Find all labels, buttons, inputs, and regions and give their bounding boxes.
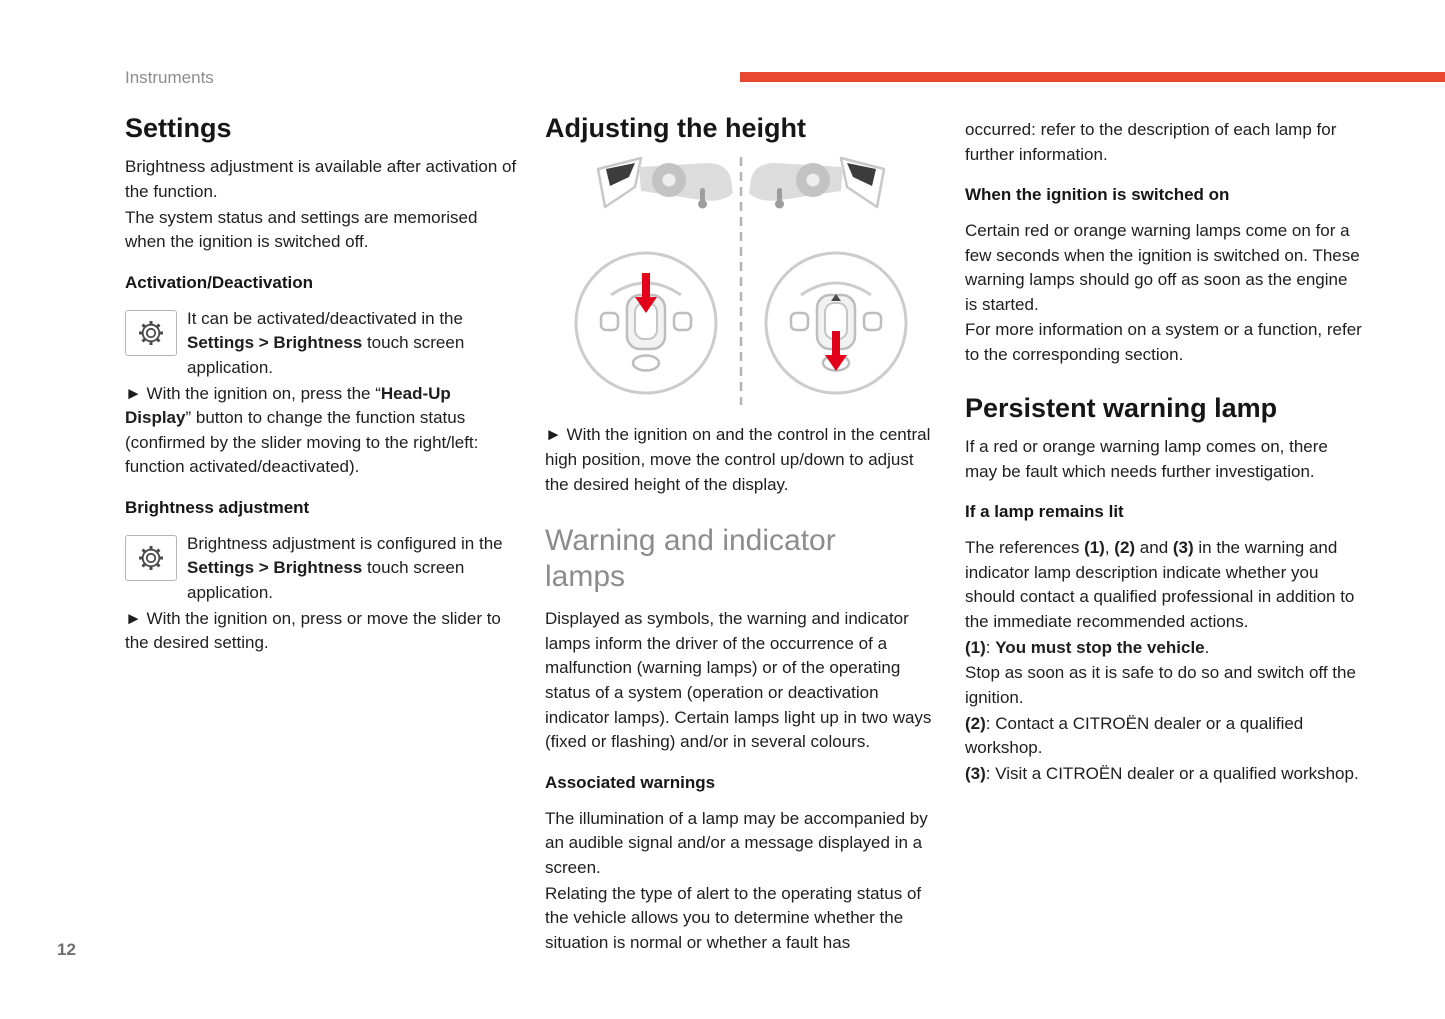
associated-p1: The illumination of a lamp may be accompanied by an audible signal and/or a message displayed in a screen. xyxy=(545,808,928,877)
settings-intro-2: The system status and settings are memorised when the ignition is switched off. xyxy=(125,207,478,252)
ref2-action xyxy=(965,712,1363,761)
ignition-on-title: When the ignition is switched on xyxy=(965,185,1230,205)
ref1-bold-action: You must stop the vehicle xyxy=(995,637,1205,657)
ref-1: (1) xyxy=(1084,538,1105,558)
persistent-intro: If a red or orange warning lamp comes on, there may be fault which needs further investigation. xyxy=(965,437,1328,481)
ref1-action xyxy=(965,636,1363,661)
brightness-title: Brightness adjustment xyxy=(125,498,310,518)
brightness-text-bold: Settings > Brightness xyxy=(187,558,363,578)
ignition-p2: For more information on a system or a function, refer to the corresponding section. xyxy=(965,320,1362,365)
settings-title: Settings xyxy=(125,113,232,143)
refs-c: , xyxy=(1104,538,1115,558)
activation-step-a: ► With the ignition on, press the “ xyxy=(125,383,381,403)
ref-2: (2) xyxy=(1114,538,1136,558)
activation-text-a: It can be activated/deactivated in the xyxy=(187,308,463,328)
references-paragraph xyxy=(965,536,1363,635)
column-middle xyxy=(545,112,937,956)
brightness-step: ► With the ignition on, press or move the slider to the desired setting. xyxy=(125,608,501,653)
height-step: ► With the ignition on and the control in the central high position, move the control up/down to adjust the desired height of the display. xyxy=(545,425,931,494)
warning-intro: Displayed as symbols, the warning and indicator lamps inform the driver of the occurrence of a malfunction (warning lamps) or of the operating status of a system (operation or deactivation indicator lamps). Certain lamps light up in two ways (fixed or flashing) and/or in several colours. xyxy=(545,609,932,752)
column-right xyxy=(965,112,1363,787)
right-control-diagram xyxy=(766,253,906,393)
activation-step-bold: Head-Up Display xyxy=(125,383,451,428)
activation-step xyxy=(125,382,517,481)
refs-g: in the warning and indicator lamp description indicate whether you should contact a qualified professional in addition to the immediate recommended actions. xyxy=(965,538,1355,631)
lamp-remains-lit-title: If a lamp remains lit xyxy=(965,502,1124,522)
activation-text-c: touch screen application. xyxy=(187,333,465,377)
right-hand-drive-scene xyxy=(749,158,884,209)
refs-e: and xyxy=(1135,538,1173,558)
refs-a: The references xyxy=(965,538,1085,558)
ref2-text: : Contact a CITROËN dealer or a qualified workshop. xyxy=(965,713,1304,758)
height-adjust-illustration xyxy=(545,155,937,407)
activation-title: Activation/Deactivation xyxy=(125,272,313,292)
ignition-p1: Certain red or orange warning lamps come on for a few seconds when the ignition is switched on. These warning lamps should go off as soon as the engine is started. xyxy=(965,220,1360,314)
settings-gear-icon xyxy=(125,310,177,356)
associated-warnings-title: Associated warnings xyxy=(545,772,716,792)
accent-bar xyxy=(740,72,1445,82)
left-control-diagram xyxy=(576,253,716,393)
brightness-text-c: touch screen application. xyxy=(187,558,465,602)
ref3-text: : Visit a CITROËN dealer or a qualified workshop. xyxy=(985,763,1359,783)
persistent-warning-title: Persistent warning lamp xyxy=(965,392,1278,423)
ref2-number: (2) xyxy=(965,713,986,733)
left-hand-drive-scene xyxy=(598,158,733,209)
brightness-howto xyxy=(125,532,517,606)
adjusting-height-title: Adjusting the height xyxy=(545,113,806,143)
chapter-label: Instruments xyxy=(125,68,214,87)
activation-text-bold: Settings > Brightness xyxy=(187,333,363,353)
ref3-action xyxy=(965,762,1363,787)
associated-p2: Relating the type of alert to the operating status of the vehicle allows you to determine whether the situation is normal or whether a fault has xyxy=(545,883,922,952)
ref1-detail: Stop as soon as it is safe to do so and switch off the ignition. xyxy=(965,663,1356,707)
column-left xyxy=(125,112,517,657)
settings-gear-icon xyxy=(125,535,177,581)
ref1-number: (1) xyxy=(965,637,986,657)
activation-howto xyxy=(125,307,517,381)
associated-p2-continued: occurred: refer to the description of each lamp for further information. xyxy=(965,120,1337,164)
ref-3: (3) xyxy=(1172,538,1194,558)
activation-step-c: ” button to change the function status (confirmed by the slider moving to the right/left: function activated/deactivated). xyxy=(125,408,479,477)
page-number: 12 xyxy=(57,940,76,959)
settings-intro-1: Brightness adjustment is available after activation of the function. xyxy=(125,157,517,202)
brightness-text-a: Brightness adjustment is configured in the xyxy=(187,533,503,553)
ref3-number: (3) xyxy=(965,763,986,783)
warning-lamps-title: Warning and indicator lamps xyxy=(545,524,836,593)
ref1-period: . xyxy=(1204,637,1210,657)
ref1-colon: : xyxy=(985,637,996,657)
